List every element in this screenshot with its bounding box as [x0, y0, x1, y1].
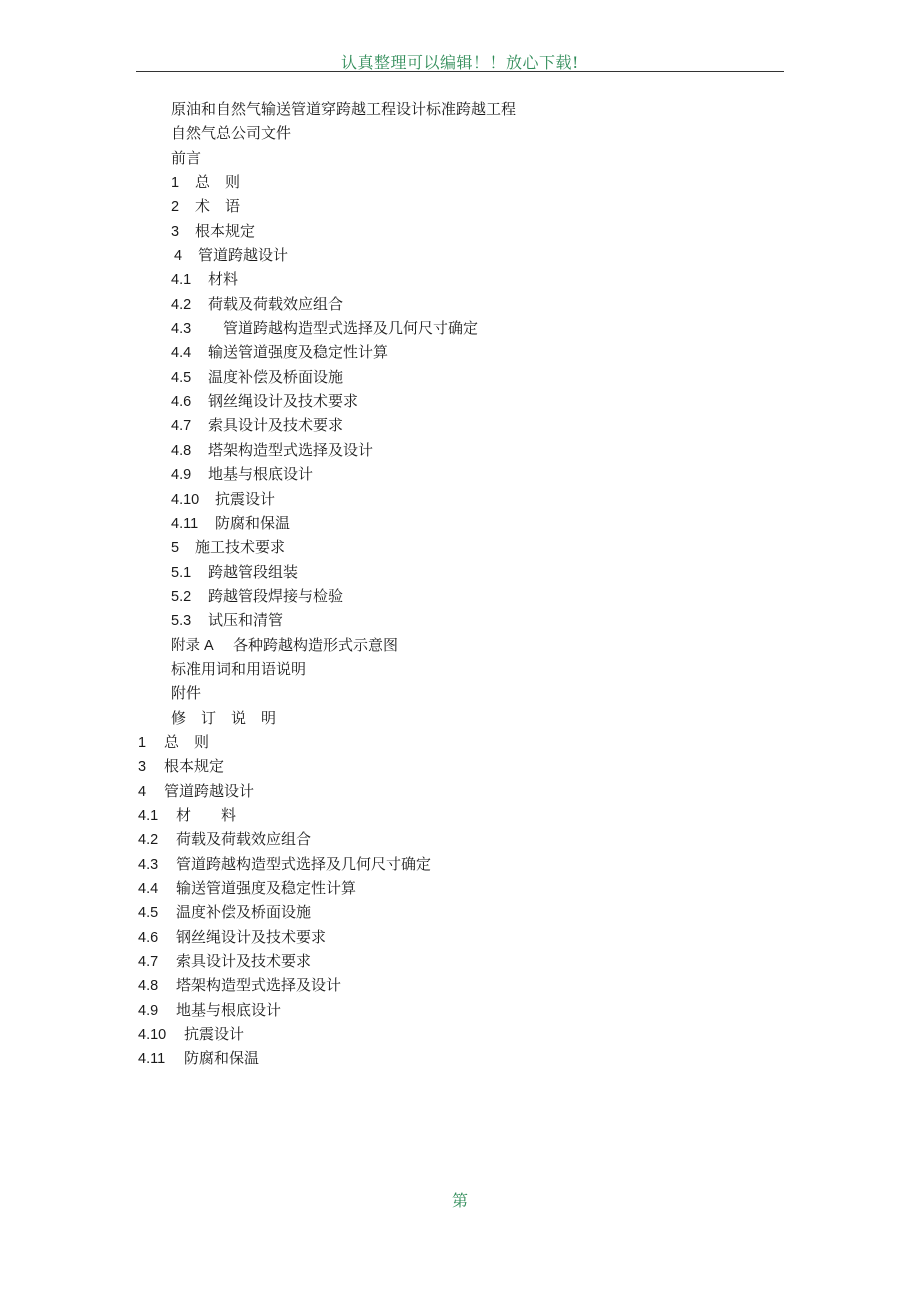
toc-entry: 4.5 温度补偿及桥面设施 — [171, 367, 344, 386]
section-entry: 4.6 钢丝绳设计及技术要求 — [138, 927, 327, 946]
section-entry: 4.1 材 料 — [138, 805, 237, 824]
toc-entry: 1 总 则 — [171, 173, 241, 192]
section-entry: 3 根本规定 — [138, 757, 225, 776]
toc-terms: 标准用词和用语说明 — [171, 659, 307, 678]
toc-entry: 4.3 管道跨越构造型式选择及几何尺寸确定 — [171, 319, 479, 338]
section-entry: 4.9 地基与根底设计 — [138, 1000, 282, 1019]
section-entry: 4.3 管道跨越构造型式选择及几何尺寸确定 — [138, 854, 432, 873]
page-header: 认真整理可以编辑！！放心下载! — [341, 53, 579, 72]
toc-preface: 前言 — [171, 148, 202, 167]
section-entry: 4.5 温度补偿及桥面设施 — [138, 903, 312, 922]
toc-entry: 5.1 跨越管段组装 — [171, 562, 299, 581]
toc-attachment: 附件 — [171, 684, 202, 703]
toc-entry: 3 根本规定 — [171, 221, 256, 240]
document-body — [0, 97, 920, 1071]
toc-entry: 4.10 抗震设计 — [171, 489, 276, 508]
toc-title: 原油和自然气输送管道穿跨越工程设计标准跨越工程 — [171, 100, 517, 118]
section-entry: 4.8 塔架构造型式选择及设计 — [138, 976, 342, 995]
section-entry: 4.11 防腐和保温 — [138, 1049, 260, 1068]
toc-revision-notes: 修 订 说 明 — [171, 708, 277, 727]
toc-entry: 2 术 语 — [171, 197, 241, 216]
toc-entry: 5.3 试压和清管 — [171, 611, 284, 630]
toc-entry: 4.11 防腐和保温 — [171, 513, 291, 532]
toc-entry: 5.2 跨越管段焊接与检验 — [171, 586, 344, 605]
section-entry: 4.10 抗震设计 — [138, 1025, 245, 1044]
section-entry: 4.7 索具设计及技术要求 — [138, 952, 312, 971]
toc-entry: 4.4 输送管道强度及稳定性计算 — [171, 343, 389, 362]
section-entry: 4.2 荷载及荷载效应组合 — [138, 830, 312, 849]
toc-entry: 4.7 索具设计及技术要求 — [171, 416, 344, 435]
toc-entry: 5 施工技术要求 — [171, 538, 286, 557]
toc-issuer: 自然气总公司文件 — [171, 124, 292, 143]
toc-entry: 4.6 钢丝绳设计及技术要求 — [171, 392, 359, 411]
toc-entry: 4.9 地基与根底设计 — [171, 465, 314, 484]
toc-entry: 4.8 塔架构造型式选择及设计 — [171, 440, 374, 459]
page-footer: 第 — [451, 1191, 468, 1210]
toc-entry: 4.2 荷载及荷载效应组合 — [171, 294, 344, 313]
toc-entry: 4 管道跨越设计 — [174, 246, 289, 265]
section-entry: 4 管道跨越设计 — [138, 781, 255, 800]
toc-entry: 4.1 材料 — [171, 270, 239, 289]
toc-appendix: 附录 A 各种跨越构造形式示意图 — [171, 635, 399, 654]
section-entry: 4.4 输送管道强度及稳定性计算 — [138, 879, 357, 897]
header-divider — [136, 71, 784, 72]
section-entry: 1 总 则 — [138, 732, 210, 751]
